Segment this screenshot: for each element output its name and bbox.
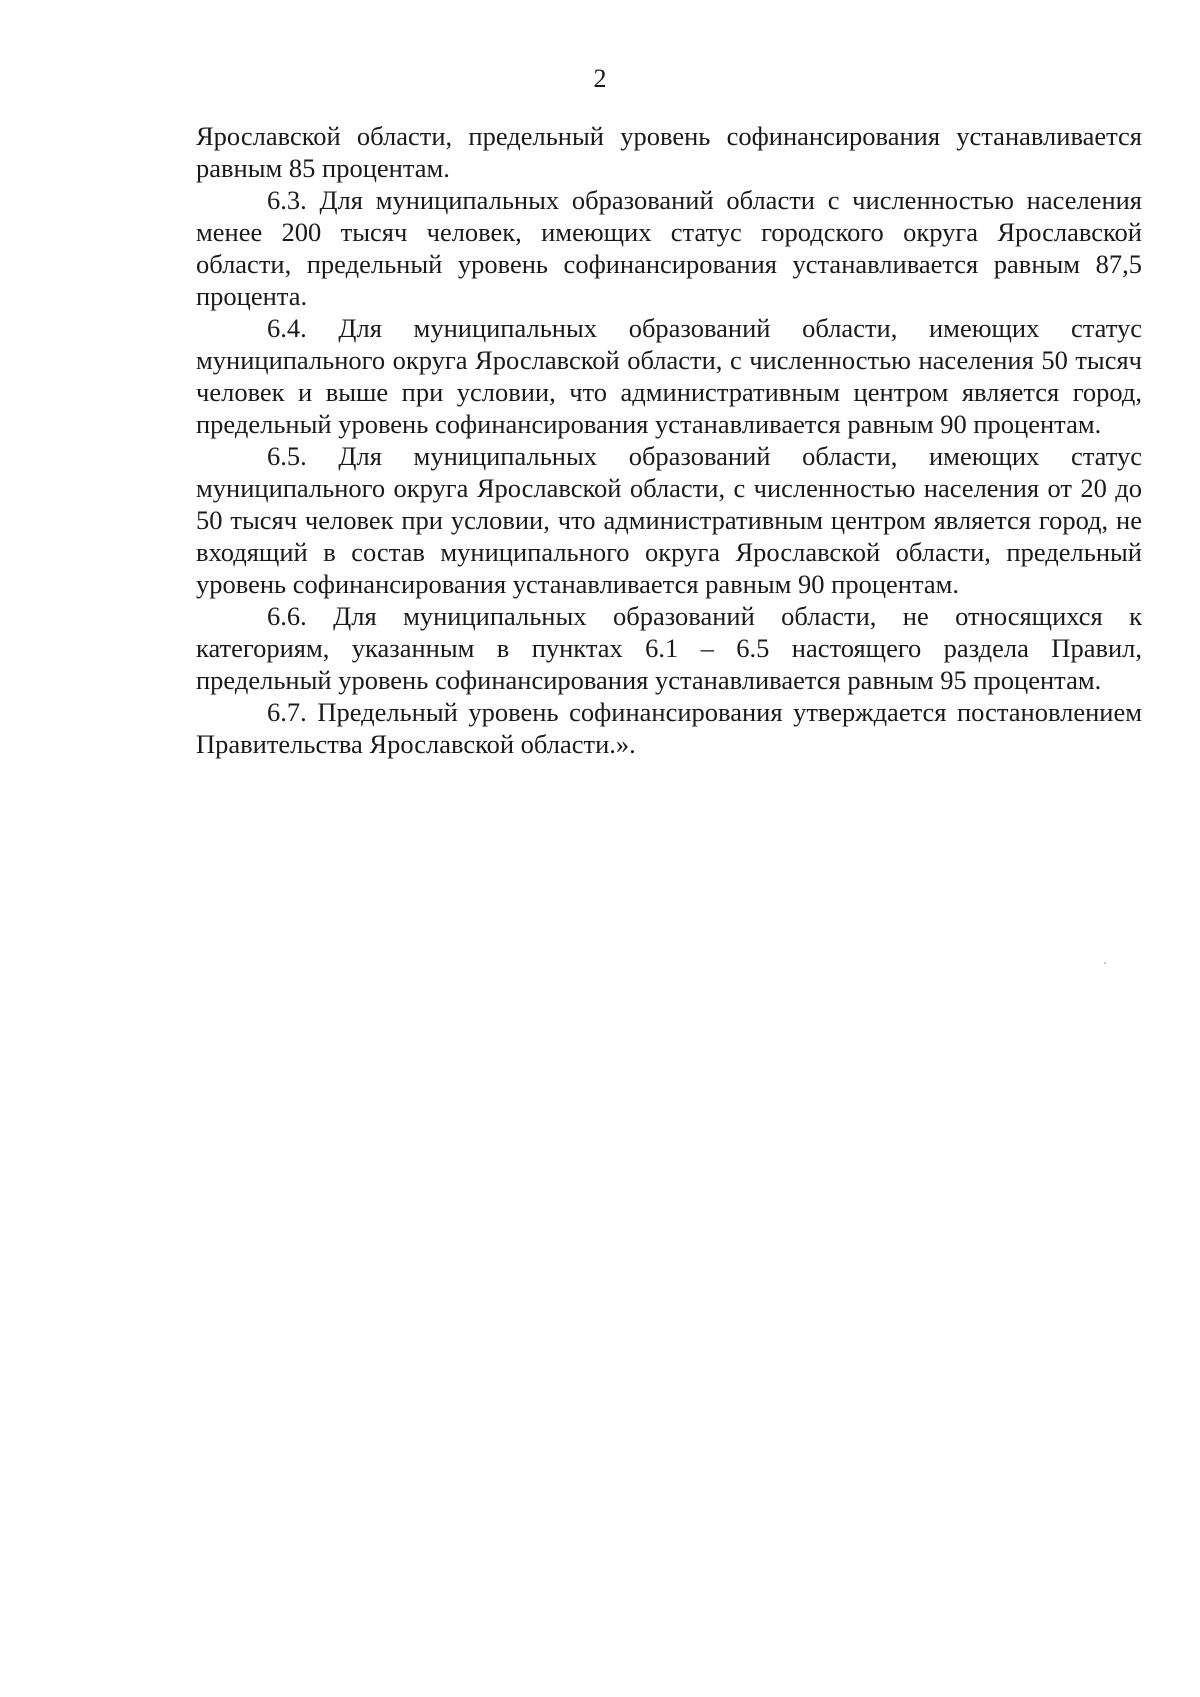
scan-speck bbox=[1104, 962, 1106, 964]
paragraph-6-4: 6.4. Для муниципальных образований области, имеющих статус муниципального округа Ярославской области, с численностью населения 50 тысяч человек и выше при условии, что административным центром является город, предельный уровень софинансирования устанавливается равным 90 процентам. bbox=[196, 313, 1142, 439]
page-number: 2 bbox=[593, 64, 607, 93]
document-body bbox=[196, 120, 1142, 760]
paragraph-6-5: 6.5. Для муниципальных образований области, имеющих статус муниципального округа Ярославской области, с численностью населения от 20 до 50 тысяч человек при условии, что административным центром является город, не входящий в состав муниципального округа Ярославской области, предельный уровень софинансирования устанавливается равным 90 процентам. bbox=[196, 441, 1142, 599]
paragraph-6-6: 6.6. Для муниципальных образований области, не относящихся к категориям, указанным в пунктах 6.1 – 6.5 настоящего раздела Правил, предельный уровень софинансирования устанавливается равным 95 процентам. bbox=[196, 601, 1142, 695]
paragraph-6-3: 6.3. Для муниципальных образований области с численностью населения менее 200 тысяч человек, имеющих статус городского округа Ярославской области, предельный уровень софинансирования устанавливается равным 87,5 процента. bbox=[196, 185, 1142, 311]
paragraph-6-7: 6.7. Предельный уровень софинансирования утверждается постановлением Правительства Ярославской области.». bbox=[196, 697, 1142, 759]
paragraph-continuation: Ярославской области, предельный уровень софинансирования устанавливается равным 85 процентам. bbox=[196, 121, 1142, 183]
